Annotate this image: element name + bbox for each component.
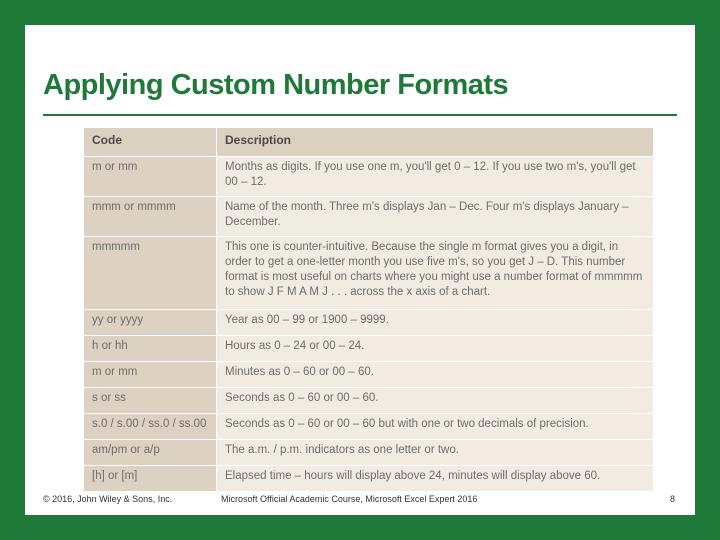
format-codes-table-container (83, 127, 653, 492)
code-cell: mmmmm (84, 237, 217, 310)
code-cell: [h] or [m] (84, 466, 217, 492)
slide-title: Applying Custom Number Formats (43, 69, 509, 101)
description-cell: Seconds as 0 – 60 or 00 – 60 but with one or two decimals of precision. (217, 414, 654, 440)
code-cell: m or mm (84, 157, 217, 197)
title-divider (43, 114, 677, 116)
description-cell: Elapsed time – hours will display above 24, minutes will display above 60. (217, 466, 654, 492)
table-row (84, 440, 654, 466)
page-number: 8 (670, 494, 676, 504)
code-cell: s.0 / s.00 / ss.0 / ss.00 (84, 414, 217, 440)
code-cell: m or mm (84, 362, 217, 388)
code-cell: am/pm or a/p (84, 440, 217, 466)
table-row (84, 336, 654, 362)
table-row (84, 362, 654, 388)
code-cell: s or ss (84, 388, 217, 414)
table-row (84, 388, 654, 414)
table-row (84, 466, 654, 492)
description-cell: Name of the month. Three m's displays Jan – Dec. Four m's displays January – December. (217, 197, 654, 237)
header-description: Description (217, 128, 654, 157)
course-footer: Microsoft Official Academic Course, Microsoft Excel Expert 2016 (221, 494, 478, 504)
description-cell: Minutes as 0 – 60 or 00 – 60. (217, 362, 654, 388)
description-cell: Year as 00 – 99 or 1900 – 9999. (217, 310, 654, 336)
code-cell: mmm or mmmm (84, 197, 217, 237)
table-row (84, 197, 654, 237)
slide (25, 25, 695, 515)
table-header-row (84, 128, 654, 157)
description-cell: Months as digits. If you use one m, you'll get 0 – 12. If you use two m's, you'll get 00 – 12. (217, 157, 654, 197)
description-cell: The a.m. / p.m. indicators as one letter or two. (217, 440, 654, 466)
table-row (84, 157, 654, 197)
description-cell: Hours as 0 – 24 or 00 – 24. (217, 336, 654, 362)
table-row (84, 237, 654, 310)
table-row (84, 414, 654, 440)
table-row (84, 310, 654, 336)
description-cell: This one is counter-intuitive. Because the single m format gives you a digit, in order to get a one-letter month you use five m's, so you get J – D. This number format is most useful on charts where you might use a number format of mmmmm to show J F M A M J . . . across the x axis of a chart. (217, 237, 654, 310)
header-code: Code (84, 128, 217, 157)
description-cell: Seconds as 0 – 60 or 00 – 60. (217, 388, 654, 414)
code-cell: h or hh (84, 336, 217, 362)
code-cell: yy or yyyy (84, 310, 217, 336)
format-codes-table (83, 127, 654, 492)
copyright-footer: © 2016, John Wiley & Sons, Inc. (43, 494, 173, 504)
